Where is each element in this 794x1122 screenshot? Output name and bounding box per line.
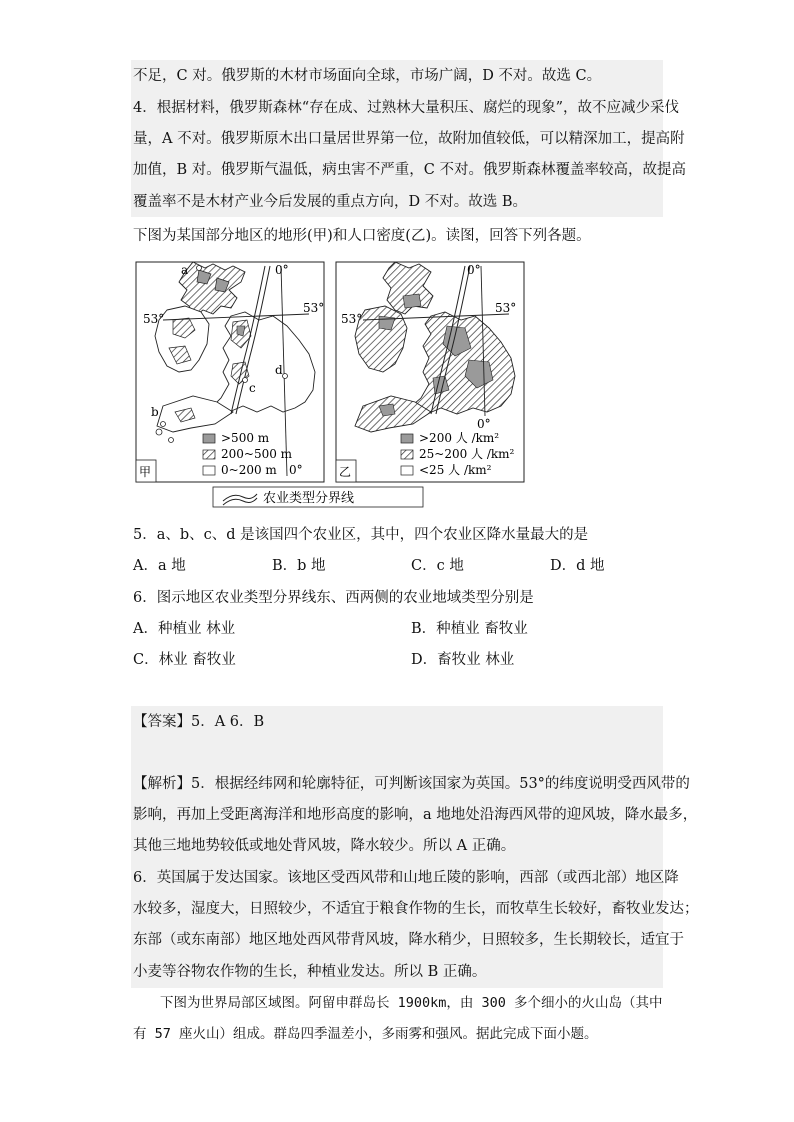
analysis-line-5: 水较多，湿度大，日照较少，不适宜于粮食作物的生长，而牧草生长较好，畜牧业发达； <box>133 901 699 917</box>
q4-line-4: 加值，B 对。俄罗斯气温低，病虫害不严重，C 不对。俄罗斯森林覆盖率较高，故提高 <box>133 162 686 178</box>
terrain-legend-mid: 200~500 m <box>221 447 293 461</box>
point-c-label: c <box>249 381 256 395</box>
q4-line-5: 覆盖率不是木材产业今后发展的重点方向，D 不对。故选 B。 <box>133 194 527 210</box>
point-d-label: d <box>275 363 283 377</box>
analysis-line-1: 【解析】5．根据经纬网和轮廓特征，可判断该国家为英国。53°的纬度说明受西风带的 <box>133 776 690 792</box>
population-map <box>336 262 524 482</box>
panel-label-jia: 甲 <box>139 465 152 479</box>
q5-option-a[interactable]: A．a 地 <box>133 558 186 574</box>
lat-label-right-east: 53° <box>495 301 517 315</box>
q6-option-a[interactable]: A．种植业 林业 <box>133 621 236 637</box>
q6-option-c[interactable]: C．林业 畜牧业 <box>133 652 236 668</box>
terrain-legend-high: >500 m <box>221 431 270 445</box>
maps-figure <box>133 256 533 511</box>
lat-label-left-east: 53° <box>303 301 325 315</box>
point-b-label: b <box>151 405 159 419</box>
boundary-legend-label: 农业类型分界线 <box>263 491 355 506</box>
population-legend-high: >200 人 /km² <box>419 431 500 445</box>
analysis-line-4: 6．英国属于发达国家。该地区受西风带和山地丘陵的影响，西部（或西北部）地区降 <box>133 870 679 886</box>
lon-label-left-bottom: 0° <box>289 463 303 477</box>
analysis-line-6: 东部（或东南部）地区地处西风带背风坡，降水稍少，日照较多，生长期较长，适宜于 <box>133 932 684 948</box>
q5-option-c[interactable]: C．c 地 <box>411 558 464 574</box>
q6-stem: 6．图示地区农业类型分界线东、西两侧的农业地域类型分别是 <box>133 590 534 606</box>
terrain-map <box>136 262 324 482</box>
analysis-line-2: 影响，再加上受距离海洋和地形高度的影响，a 地地处沿海西风带的迎风坡，降水最多， <box>133 807 698 823</box>
lat-label-right-west: 53° <box>341 312 363 326</box>
boundary-legend <box>213 487 423 507</box>
lon-label-left-top: 0° <box>275 263 289 277</box>
population-legend-mid: 25~200 人 /km² <box>419 447 515 461</box>
q5-option-b[interactable]: B．b 地 <box>272 558 326 574</box>
next-intro-line-2: 有 57 座火山）组成。群岛四季温差小，多雨雾和强风。据此完成下面小题。 <box>133 1026 598 1042</box>
panel-label-yi: 乙 <box>339 465 352 479</box>
point-a-label: a <box>181 263 189 277</box>
lat-label-left-west: 53° <box>143 312 165 326</box>
lon-label-right-top: 0° <box>467 263 481 277</box>
next-intro-line-1: 下图为世界局部区域图。阿留申群岛长 1900km，由 300 多个细小的火山岛（其中 <box>160 995 663 1011</box>
lon-label-right-bottom: 0° <box>477 417 491 431</box>
answer-line: 【答案】5．A 6．B <box>133 714 265 730</box>
q6-option-b[interactable]: B．种植业 畜牧业 <box>411 621 528 637</box>
terrain-legend-low: 0~200 m <box>221 463 277 477</box>
q4-line-3: 量，A 不对。俄罗斯原木出口量居世界第一位，故附加值较低，可以精深加工，提高附 <box>133 131 685 147</box>
q4-line-2: 4．根据材料，俄罗斯森林“存在成、过熟林大量积压、腐烂的现象”，故不应减少采伐 <box>133 100 680 116</box>
figure-intro: 下图为某国部分地区的地形(甲)和人口密度(乙)。读图，回答下列各题。 <box>133 228 591 244</box>
analysis-line-7: 小麦等谷物农作物的生长，种植业发达。所以 B 正确。 <box>133 964 487 980</box>
q5-option-d[interactable]: D．d 地 <box>550 558 605 574</box>
q6-option-d[interactable]: D．畜牧业 林业 <box>411 652 515 668</box>
q4-line-1: 不足，C 对。俄罗斯的木材市场面向全球，市场广阔，D 不对。故选 C。 <box>133 68 602 84</box>
population-legend-low: <25 人 /km² <box>419 463 492 477</box>
analysis-line-3: 其他三地地势较低或地处背风坡，降水较少。所以 A 正确。 <box>133 838 516 854</box>
q5-stem: 5．a、b、c、d 是该国四个农业区，其中，四个农业区降水量最大的是 <box>133 527 589 543</box>
